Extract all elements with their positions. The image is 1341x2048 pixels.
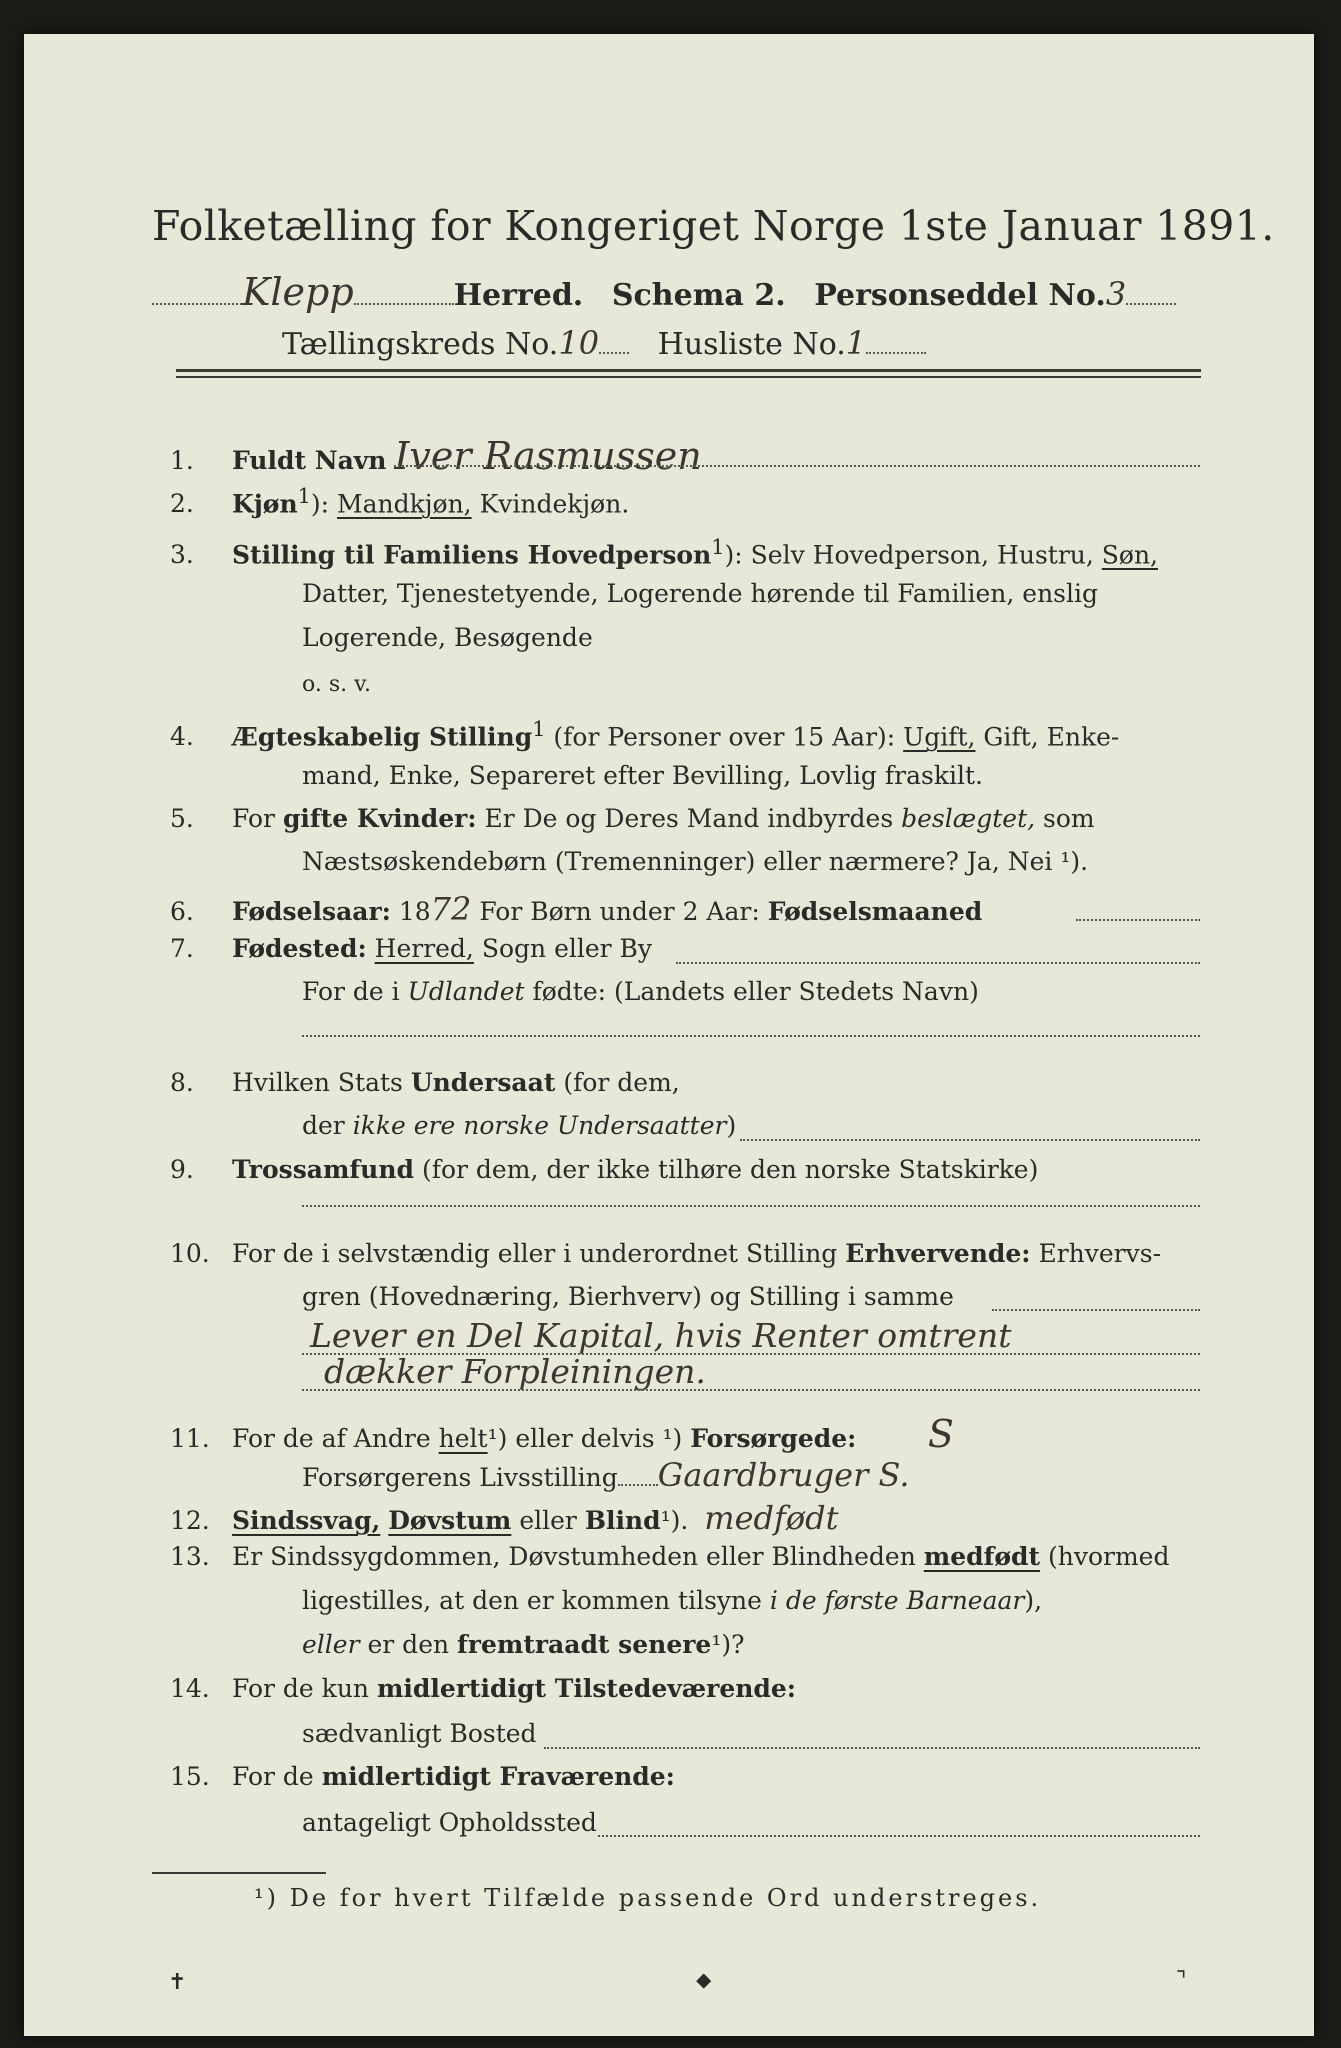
q11-selected-helt: helt: [438, 1424, 488, 1453]
q1-label: Fuldt Navn: [232, 446, 387, 475]
q12-answer-handwritten: medfødt: [704, 1499, 839, 1537]
question-15: 15. For de midlertidigt Fraværende:: [170, 1762, 675, 1791]
q3-selected-son: Søn,: [1101, 540, 1159, 570]
question-13: 13. Er Sindssygdommen, Døvstumheden eller Blindheden medfødt (hvormed: [170, 1542, 1170, 1571]
question-14: 14. For de kun midlertidigt Tilstedeværende:: [170, 1674, 797, 1703]
personseddel-label: Personseddel No.: [814, 278, 1106, 313]
question-6: 6. Fødselsaar: 1872 For Børn under 2 Aar: Fødselsmaaned: [170, 890, 983, 928]
question-7: 7. Fødested: Herred, Sogn eller By: [170, 934, 653, 963]
q10-answer-handwritten-2: dækker Forpleiningen.: [324, 1352, 706, 1391]
census-form-page: Folketælling for Kongeriget Norge 1ste Januar 1891. Klepp Herred. Schema 2. Personseddel No.3 Tællingskreds No.10 Husliste No.1 1. Fuldt Navn Iver Rasmussen 2. Kjøn$^1$): Mandkjøn, Kvindekjøn. 3. Stilling til Familiens Hovedperson$^1$): Selv Hovedperson, Hustru, Søn, Datter, Tjenestetyende, Logerende hørende til Familien, enslig Logerende, Besøgende o. s. v. 4. Ægteskabelig Stilling$^1$ (for Personer over 15 Aar): Ugift, Gift, Enke- mand, Enke, Separeret efter Bevilling, Lovlig fraskilt. 5. For gifte Kvinder: Er De og Deres Mand indbyrdes beslægtet, som Næstsøskendebørn (Tremenninger) eller nærmere? Ja, Nei ¹). 6. Fødselsaar: 1872 For Børn under 2 Aar: Fødselsmaaned 7. Fødested: Herred, Sogn eller By For de i Udlandet fødte: (Landets eller Stedets Navn) 8. Hvilken Stats Undersaat (for dem, der ikke ere norske Undersaatter) 9. Trossamfund (for dem, der ikke tilhøre den norske Statskirke) 10. For de i selvstændig eller i underordnet Stilling Erhvervende: Erhvervs- gren (Hovednæring, Bierhverv) og Stilling i samme Lever en Del Kapital, hvis Renter omtrent dækker Forpleiningen. 11. For de af Andre helt¹) eller delvis ¹) Forsørgede: S Forsørgerens Livsstilling Gaardbruger S. 12. Sindssvag, Døvstum eller Blind¹). medfødt 13. Er Sindssygdommen, Døvstumheden eller Blindheden medfødt (hvormed ligestilles, at den er kommen tilsyne i de første Barneaar), eller er den fremtraadt senere¹)? 14. For de kun midlertidigt Tilstedeværende: sædvanligt Bosted 15. For de midlertidigt Fraværende: antageligt Opholdssted ¹) De for hvert Tilfælde passende Ord understreges. ✝ ⬥ ⌝: [24, 34, 1314, 2036]
q1-answer-handwritten: Iver Rasmussen: [394, 434, 702, 478]
header-divider: [176, 369, 1201, 372]
corner-mark-right: ⌝: [1176, 1968, 1187, 1993]
kreds-number: 10: [558, 324, 600, 362]
center-mark: ⬥: [696, 1968, 712, 1993]
question-1: 1. Fuldt Navn Iver Rasmussen: [170, 434, 702, 478]
q10-answer-handwritten-1: Lever en Del Kapital, hvis Renter omtrent: [310, 1316, 1012, 1355]
kreds-label: Tællingskreds No.: [282, 327, 559, 362]
personseddel-number: 3: [1105, 275, 1127, 313]
herred-label: Herred.: [453, 278, 584, 313]
q4-selected-ugift: Ugift,: [903, 722, 976, 752]
q7-selected-herred: Herred,: [374, 934, 474, 963]
header-line-kreds: [282, 324, 926, 362]
question-8: 8. Hvilken Stats Undersaat (for dem,: [170, 1068, 680, 1097]
corner-mark-left: ✝: [168, 1970, 187, 1995]
husliste-label: Husliste No.: [657, 327, 846, 362]
question-5: 5. For gifte Kvinder: Er De og Deres Mand indbyrdes beslægtet, som: [170, 804, 1095, 833]
header-line-herred: [152, 270, 1176, 314]
question-3: 3. Stilling til Familiens Hovedperson$^1$): Selv Hovedperson, Hustru, Søn,: [170, 535, 1159, 570]
question-11: 11. For de af Andre helt¹) eller delvis ¹) Forsørgede: S: [170, 1412, 954, 1456]
footnote: ¹) De for hvert Tilfælde passende Ord understreges.: [254, 1884, 1042, 1912]
header-divider-2: [176, 376, 1201, 378]
question-10: 10. For de i selvstændig eller i underordnet Stilling Erhvervende: Erhvervs-: [170, 1239, 1162, 1268]
q2-selected-mandkjon: Mandkjøn,: [337, 489, 472, 519]
herred-handwritten: Klepp: [242, 270, 354, 314]
question-4: 4. Ægteskabelig Stilling$^1$ (for Personer over 15 Aar): Ugift, Gift, Enke-: [170, 717, 1120, 752]
q11-forsorger-handwritten: Gaardbruger S.: [657, 1456, 910, 1494]
question-2: 2. Kjøn$^1$): Mandkjøn, Kvindekjøn.: [170, 484, 630, 519]
question-9: 9. Trossamfund (for dem, der ikke tilhøre den norske Statskirke): [170, 1155, 1039, 1184]
form-title: Folketælling for Kongeriget Norge 1ste Januar 1891.: [152, 202, 1275, 250]
q6-year-handwritten: 72: [430, 890, 472, 928]
husliste-number: 1: [845, 324, 867, 362]
footer-rule: [152, 1872, 326, 1874]
question-12: 12. Sindssvag, Døvstum eller Blind¹). medfødt: [170, 1499, 839, 1537]
schema-label: Schema 2.: [611, 278, 786, 313]
